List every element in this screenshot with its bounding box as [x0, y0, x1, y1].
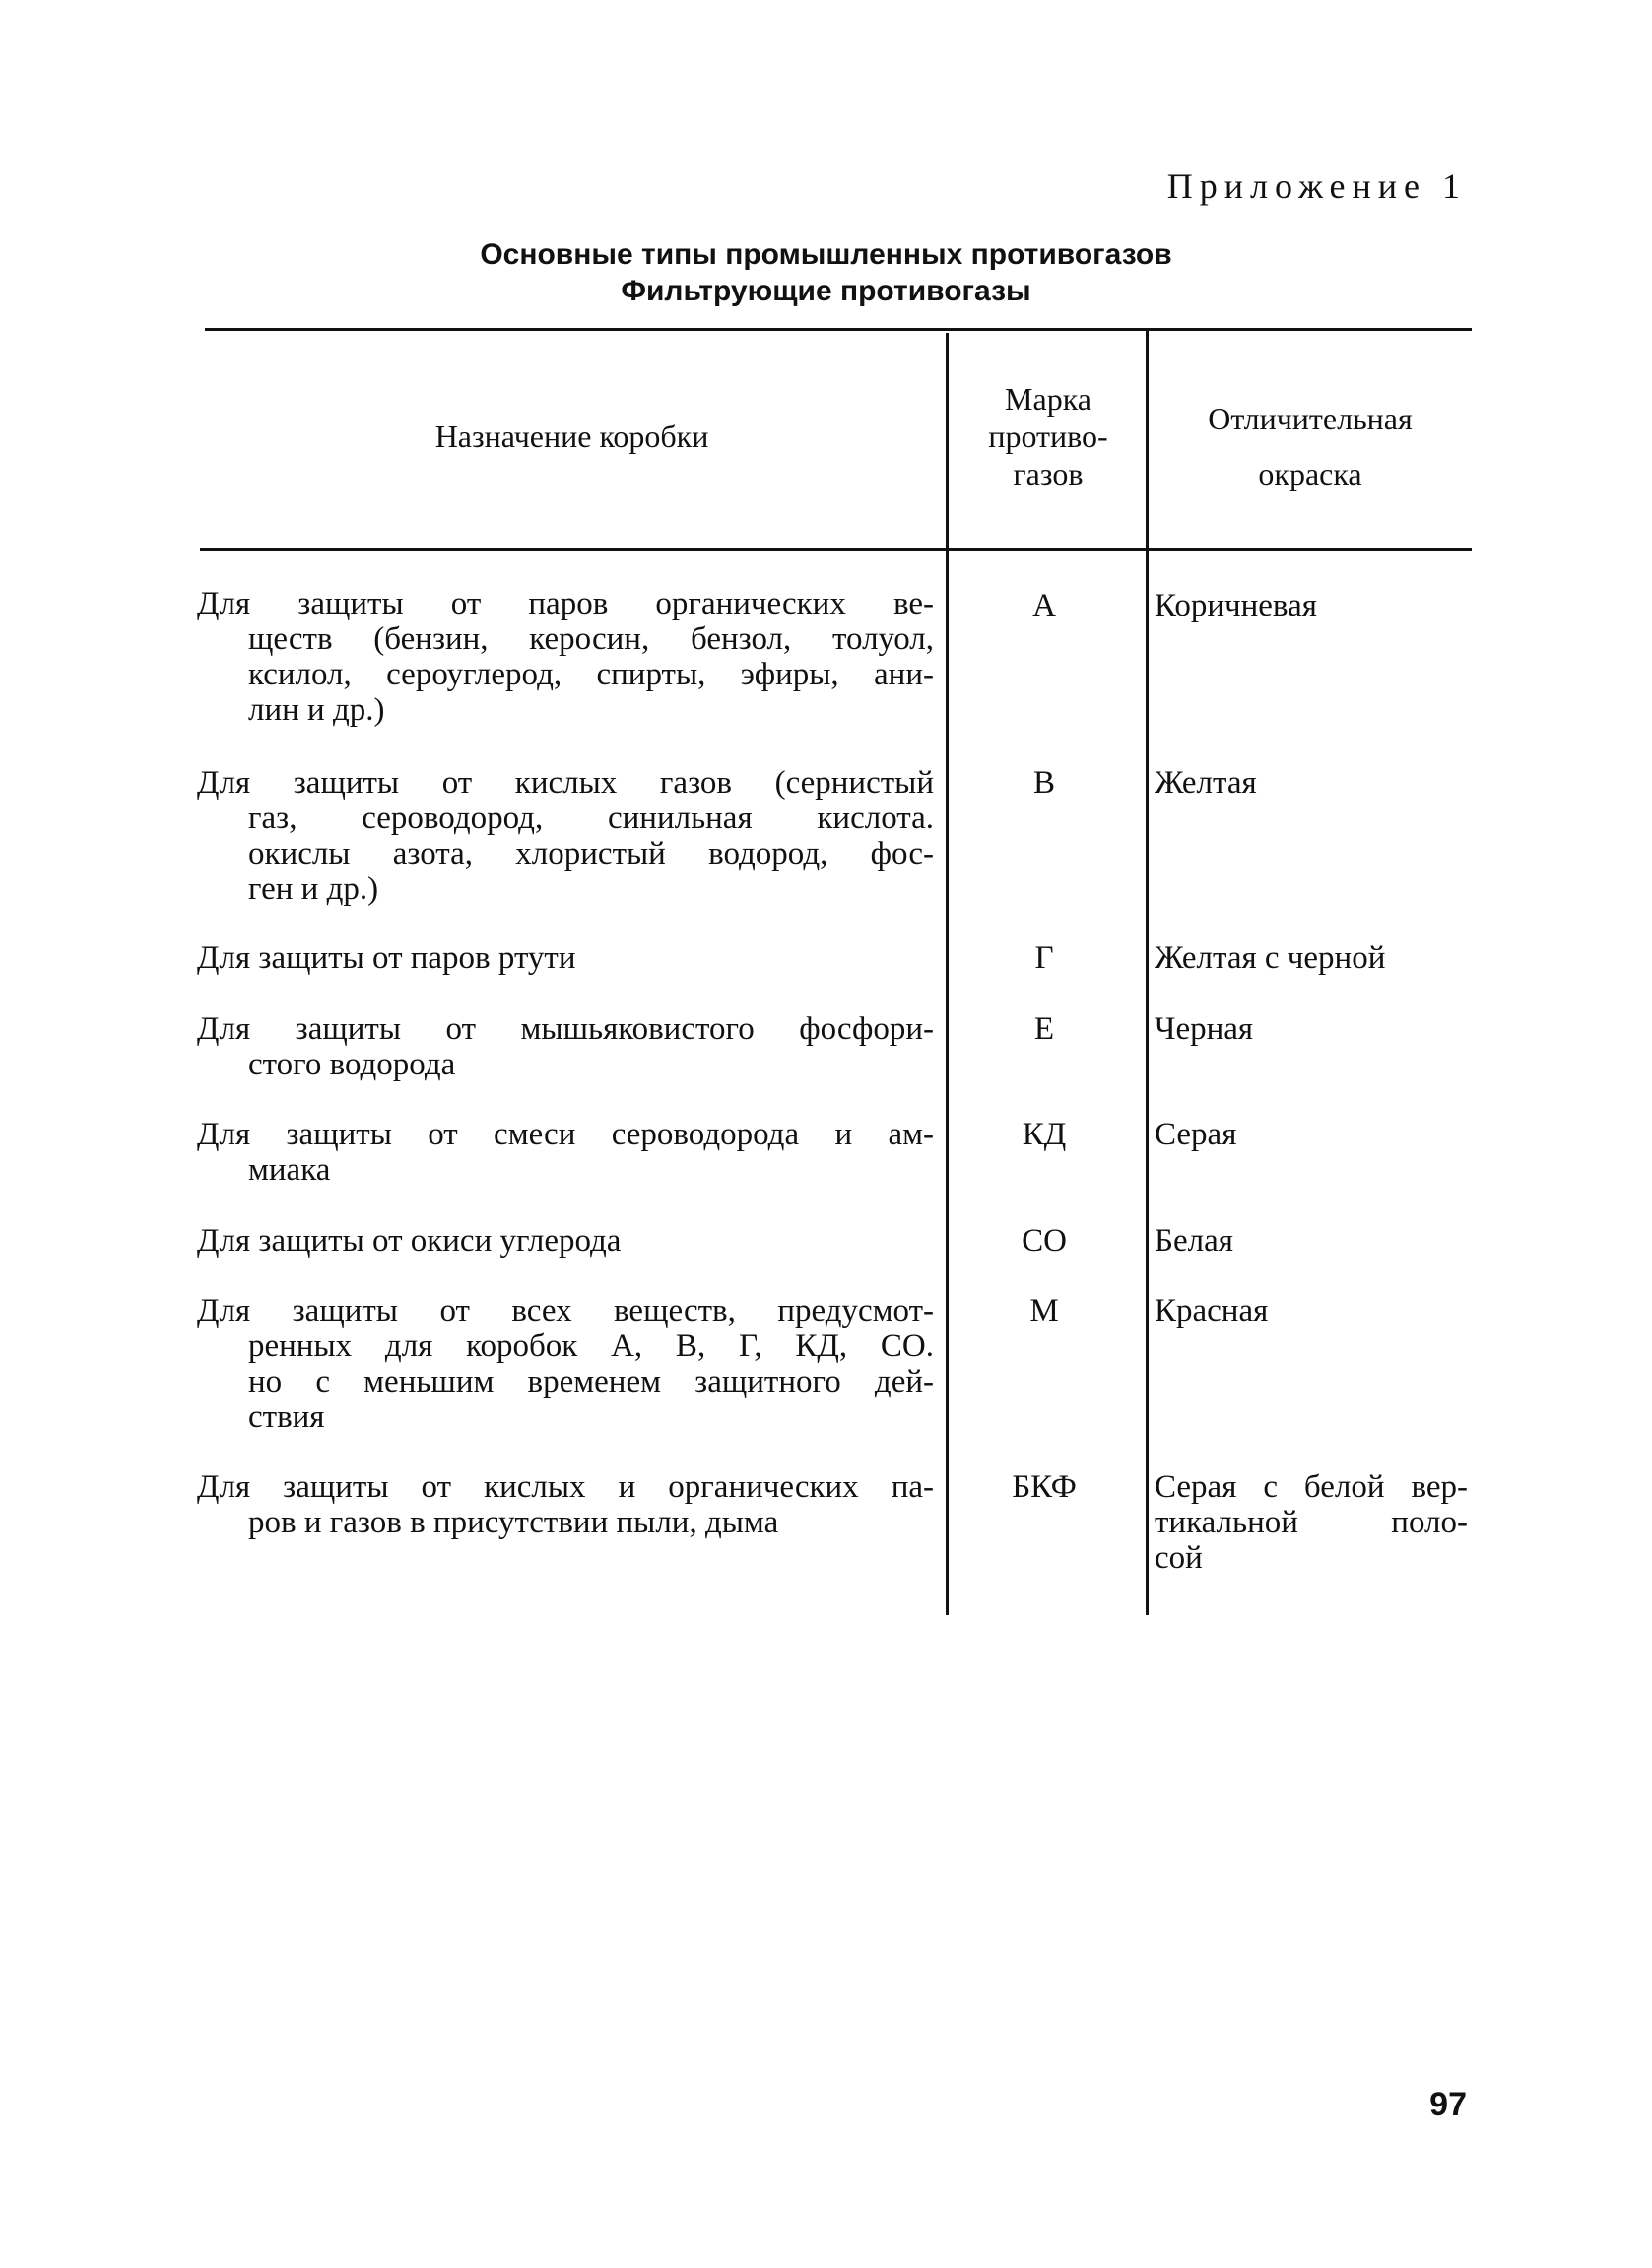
table-row-purpose	[197, 1117, 934, 1188]
table-row-color	[1155, 1011, 1468, 1047]
color-line: Желтая с черной	[1155, 940, 1386, 976]
purpose-line: Для защиты от мышьяковистого фосфори-	[197, 1011, 934, 1047]
color-line: тикальной поло-	[1155, 1505, 1468, 1540]
table-row-color	[1155, 1223, 1468, 1259]
purpose-line: миака	[248, 1152, 331, 1188]
table-row-mark: А	[1032, 588, 1056, 623]
purpose-line: ров и газов в присутствии пыли, дыма	[248, 1505, 779, 1540]
table-row-mark: СО	[1022, 1223, 1067, 1259]
table-row-color	[1155, 765, 1468, 801]
header-mark-line: противо-	[988, 419, 1108, 454]
header-bottom-rule	[200, 548, 1472, 551]
purpose-line: ренных для коробок А, В, Г, КД, СО.	[248, 1328, 934, 1364]
purpose-line: Для защиты от паров ртути	[197, 940, 576, 976]
color-line: Красная	[1155, 1293, 1269, 1328]
table-subtitle: Фильтрующие противогазы	[621, 275, 1031, 307]
header-color-line: Отличительная	[1208, 401, 1413, 436]
purpose-line: лин и др.)	[248, 692, 385, 728]
color-line: Белая	[1155, 1223, 1233, 1259]
table-row-mark: КД	[1022, 1117, 1067, 1152]
color-line: Серая	[1155, 1117, 1237, 1152]
purpose-line: стого водорода	[248, 1047, 456, 1082]
table-row-mark: Е	[1033, 1011, 1055, 1047]
table-row-color	[1155, 1469, 1468, 1576]
table-row-purpose	[197, 1293, 934, 1435]
table-row-color	[1155, 588, 1468, 623]
purpose-line: Для защиты от паров органических ве-	[197, 586, 934, 621]
appendix-label: Приложение 1	[1166, 166, 1467, 206]
table-row-purpose	[197, 1223, 934, 1259]
color-line: Серая с белой вер-	[1155, 1469, 1468, 1505]
table-row-mark: В	[1032, 765, 1055, 801]
purpose-line: ген и др.)	[248, 872, 379, 907]
header-purpose: Назначение коробки	[434, 419, 709, 454]
header-mark-line: газов	[1013, 456, 1084, 491]
header-color-line: окраска	[1258, 456, 1362, 491]
table-top-rule	[205, 328, 1472, 331]
header-color	[1153, 391, 1468, 501]
purpose-line: ксилол, сероуглерод, спирты, эфиры, ани-	[248, 657, 934, 692]
column-divider-2	[1146, 331, 1149, 1615]
purpose-line: ществ (бензин, керосин, бензол, толуол,	[248, 621, 934, 657]
table-row-color	[1155, 1293, 1468, 1328]
table-row-purpose	[197, 586, 934, 728]
color-line: Желтая	[1155, 765, 1257, 801]
purpose-line: Для защиты от кислых газов (сернистый	[197, 765, 934, 801]
table-row-purpose	[197, 1469, 934, 1540]
table-row-mark: М	[1029, 1293, 1059, 1328]
table-row-color	[1155, 940, 1468, 976]
purpose-line: окислы азота, хлористый водород, фос-	[248, 836, 934, 872]
header-mark	[951, 380, 1146, 492]
header-mark-line: Марка	[1005, 381, 1091, 417]
purpose-line: газ, сероводород, синильная кислота.	[248, 801, 934, 836]
purpose-line: Для защиты от окиси углерода	[197, 1223, 622, 1259]
purpose-line: Для защиты от всех веществ, предусмот-	[197, 1293, 934, 1328]
page-number: 97	[1429, 2086, 1467, 2123]
table-row-purpose	[197, 765, 934, 907]
color-line: Коричневая	[1155, 588, 1317, 623]
table-row-purpose	[197, 940, 934, 976]
color-line: Черная	[1155, 1011, 1254, 1047]
purpose-line: Для защиты от смеси сероводорода и ам-	[197, 1117, 934, 1152]
table-row-mark: БКФ	[1012, 1469, 1077, 1505]
table-row-purpose	[197, 1011, 934, 1082]
table-row-mark: Г	[1034, 940, 1054, 976]
purpose-line: ствия	[248, 1399, 325, 1435]
purpose-line: Для защиты от кислых и органических па-	[197, 1469, 934, 1505]
color-line: сой	[1155, 1540, 1203, 1576]
purpose-line: но с меньшим временем защитного дей-	[248, 1364, 934, 1399]
table-row-color	[1155, 1117, 1468, 1152]
table-title: Основные типы промышленных противогазов	[480, 238, 1172, 271]
